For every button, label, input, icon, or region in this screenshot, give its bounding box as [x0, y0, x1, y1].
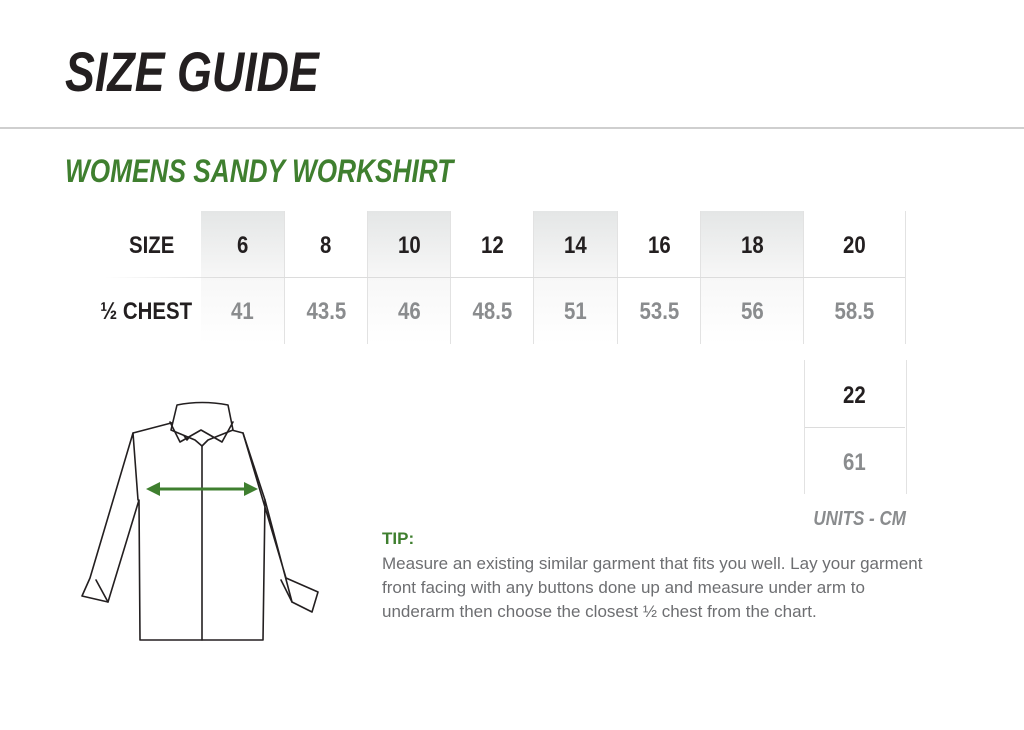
size-header: 14 — [564, 232, 587, 259]
page-title: SIZE GUIDE — [65, 40, 319, 103]
size-header: 10 — [397, 232, 421, 259]
row-label-size: SIZE — [128, 232, 174, 259]
header-divider — [0, 127, 1024, 129]
size-header: 18 — [740, 232, 764, 259]
tip-text: Measure an existing similar garment that fits you well. Lay your garment front facing with any buttons done up and measure under arm to underarm then choose the closest ½ chest from the chart. — [382, 554, 923, 621]
units-label — [760, 509, 906, 529]
row-divider — [805, 427, 905, 428]
chest-value: 51 — [564, 298, 587, 325]
chest-value: 58.5 — [834, 298, 875, 325]
size-header: 12 — [480, 232, 504, 259]
row-label-half-chest: ½ CHEST — [100, 298, 192, 325]
units-text: UNITS - CM — [813, 508, 906, 530]
chest-value: 43.5 — [306, 298, 346, 325]
chest-value: 46 — [397, 298, 421, 325]
size-header: 8 — [320, 232, 332, 259]
size-header: 16 — [647, 232, 671, 259]
size-header: 22 — [843, 382, 866, 409]
chest-value: 53.5 — [639, 298, 679, 325]
chest-value: 48.5 — [472, 298, 512, 325]
size-header: 20 — [843, 232, 866, 259]
chest-value: 56 — [740, 298, 764, 325]
chest-value: 41 — [231, 298, 254, 325]
size-header: 6 — [236, 232, 249, 259]
tip-label: TIP: — [382, 529, 415, 548]
row-divider — [105, 277, 905, 278]
shirt-chest-measure-icon — [78, 400, 328, 645]
product-title: WOMENS SANDY WORKSHIRT — [65, 153, 454, 189]
chest-value: 61 — [843, 449, 866, 476]
